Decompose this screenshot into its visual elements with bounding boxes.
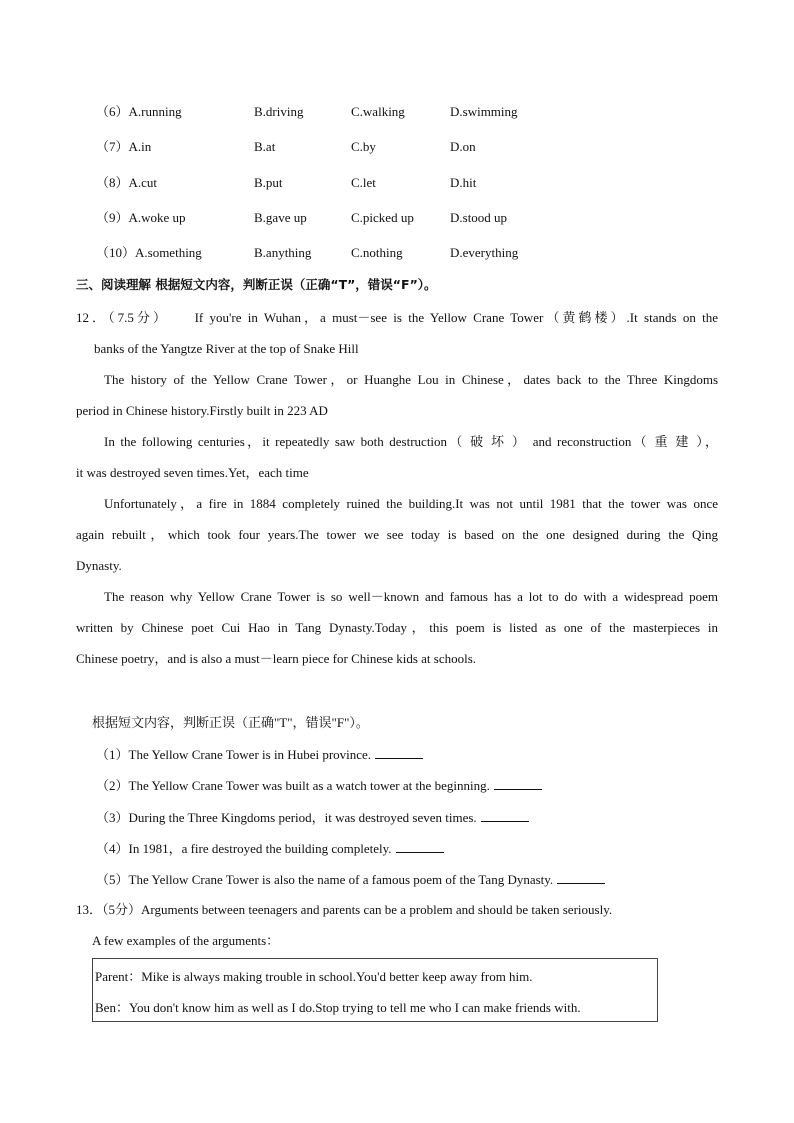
option-a: （8）A.cut: [96, 175, 158, 190]
passage-line: again rebuilt，which took four years.The tower we see today is based on the one designed during the Qing: [76, 527, 718, 542]
option-a: （6）A.running: [96, 104, 182, 119]
argument-example-box: [92, 958, 658, 1022]
passage-line: Dynasty.: [76, 558, 122, 573]
option-a: （10）A.something: [96, 245, 202, 260]
q13-intro: 13．（5分）Arguments between teenagers and parents can be a problem and should be taken seriously.: [76, 902, 613, 917]
passage-line: The reason why Yellow Crane Tower is so well－known and famous has a lot to do with a widespread poem: [104, 589, 718, 604]
option-c: C.nothing: [351, 245, 403, 260]
passage-line: written by Chinese poet Cui Hao in Tang Dynasty.Today，this poem is listed as one of the masterpieces in: [76, 620, 718, 635]
passage-line: it was destroyed seven times.Yet，each time: [76, 465, 309, 480]
question-text: （3）During the Three Kingdoms period，it was destroyed seven times.: [96, 810, 477, 825]
option-b: B.anything: [254, 245, 312, 260]
option-c: C.by: [351, 139, 376, 154]
answer-blank[interactable]: [375, 745, 423, 759]
q13-examples-label: A few examples of the arguments：: [92, 933, 280, 948]
option-a: （7）A.in: [96, 139, 152, 154]
question-text: （1）The Yellow Crane Tower is in Hubei province.: [96, 747, 372, 762]
option-d: D.everything: [450, 245, 519, 260]
option-d: D.swimming: [450, 104, 518, 119]
option-d: D.hit: [450, 175, 477, 190]
option-c: C.walking: [351, 104, 405, 119]
section-heading: 三、阅读理解 根据短文内容，判断正误（正确“T”，错误“F”）。: [76, 277, 437, 292]
option-b: B.at: [254, 139, 276, 154]
question-text: （5）The Yellow Crane Tower is also the name of a famous poem of the Tang Dynasty.: [96, 872, 554, 887]
passage-line: In the following centuries，it repeatedly saw both destruction（ 破 坏 ） and reconstruction（ 重 建 ），: [104, 434, 718, 449]
passage-q12: [76, 302, 718, 674]
option-d: D.stood up: [450, 210, 508, 225]
question-text: （4）In 1981，a fire destroyed the building completely.: [96, 841, 392, 856]
passage-line: Unfortunately，a fire in 1884 completely ruined the building.It was not until 1981 that the tower was once: [104, 496, 718, 511]
answer-blank[interactable]: [481, 808, 529, 822]
option-a: （9）A.woke up: [96, 210, 186, 225]
passage-line: period in Chinese history.Firstly built in 223 AD: [76, 403, 328, 418]
option-b: B.gave up: [254, 210, 307, 225]
answer-blank[interactable]: [557, 870, 605, 884]
tf-question-5: [96, 870, 605, 889]
answer-blank[interactable]: [396, 839, 444, 853]
tf-question-4: [96, 839, 444, 858]
passage-line: Chinese poetry，and is also a must－learn piece for Chinese kids at schools.: [76, 651, 477, 666]
question-text: （2）The Yellow Crane Tower was built as a watch tower at the beginning.: [96, 778, 490, 793]
tf-question-1: [96, 745, 423, 764]
passage-line: 12．（7.5分） If you're in Wuhan，a must－see is the Yellow Crane Tower（黄鹤楼）.It stands on the: [76, 310, 718, 325]
option-c: C.picked up: [351, 210, 414, 225]
option-b: B.driving: [254, 104, 304, 119]
passage-line: The history of the Yellow Crane Tower，or Huanghe Lou in Chinese，dates back to the Three Kingdoms: [104, 372, 718, 387]
option-d: D.on: [450, 139, 476, 154]
dialogue-line-ben: Ben：You don't know him as well as I do.Stop trying to tell me who I can make friends with.: [95, 1000, 581, 1015]
option-b: B.put: [254, 175, 283, 190]
dialogue-line-parent: Parent：Mike is always making trouble in school.You'd better keep away from him.: [95, 969, 533, 984]
answer-blank[interactable]: [494, 776, 542, 790]
tf-question-2: [96, 776, 542, 795]
tf-instruction: 根据短文内容，判断正误（正确"T"，错误"F"）。: [92, 715, 369, 730]
passage-line: banks of the Yangtze River at the top of Snake Hill: [94, 341, 359, 356]
option-c: C.let: [351, 175, 376, 190]
tf-question-3: [96, 808, 529, 827]
